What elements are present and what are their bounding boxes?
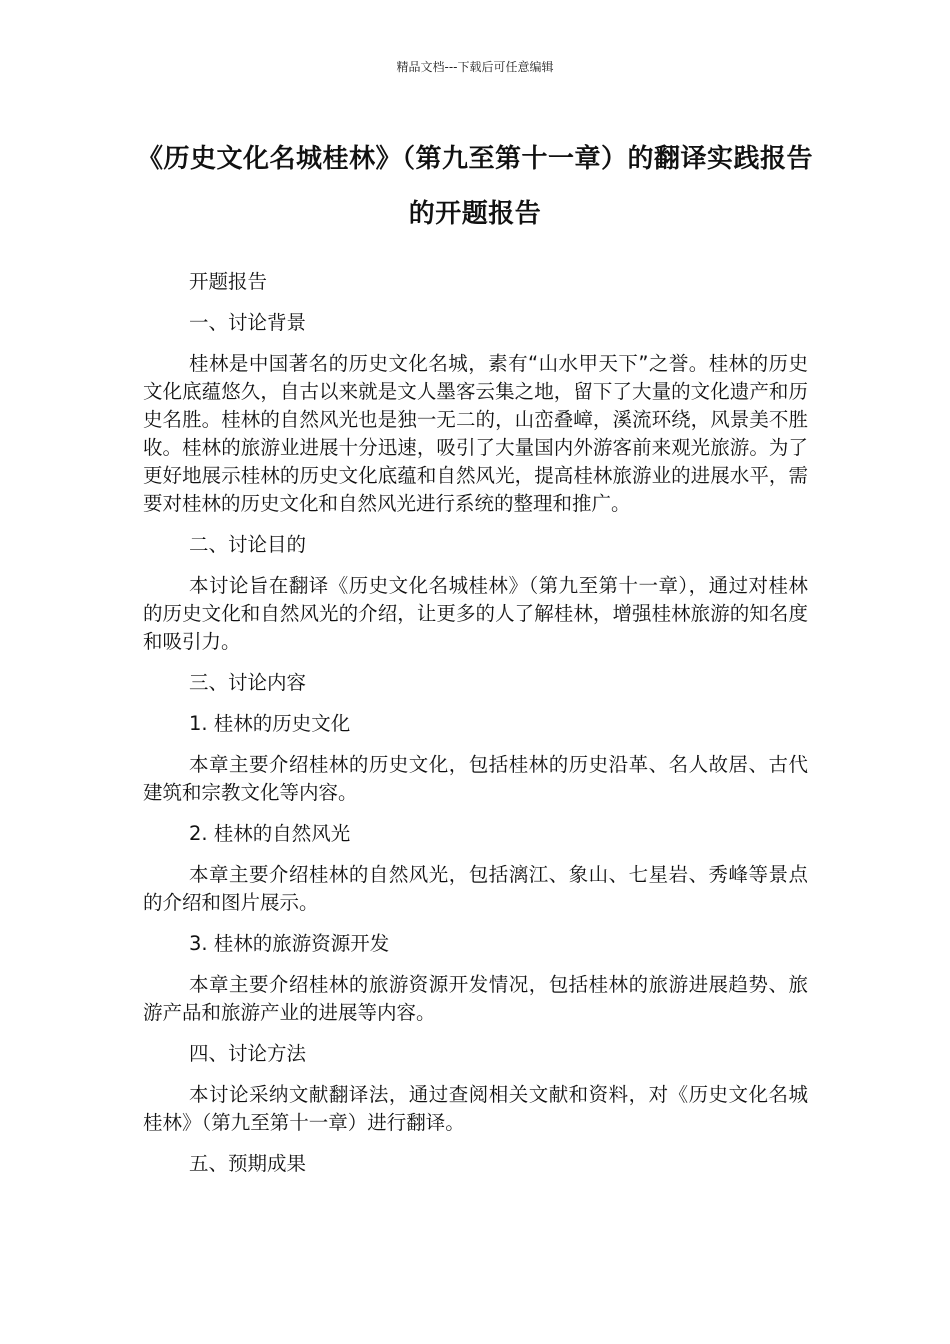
section-paragraph-background: 桂林是中国著名的历史文化名城，素有“山水甲天下”之誉。桂林的历史文化底蕴悠久，自古以来就是文人墨客云集之地，留下了大量的文化遗产和历史名胜。桂林的自然风光也是独一无二的，山峦叠嶂，溪流环绕，风景美不胜收。桂林的旅游业进展十分迅速，吸引了大量国内外游客前来观光旅游。为了更好地展示桂林的历史文化底蕴和自然风光，提高桂林旅游业的进展水平，需要对桂林的历史文化和自然风光进行系统的整理和推广。 [143,352,808,515]
document-body [143,268,808,1191]
subsection-paragraph-scenery: 本章主要介绍桂林的自然风光，包括漓江、象山、七星岩、秀峰等景点的介绍和图片展示。 [143,863,808,914]
section-heading-method: 四、讨论方法 [189,1042,307,1065]
subsection-heading-tourism: 3. 桂林的旅游资源开发 [189,932,390,955]
section-heading-background: 一、讨论背景 [189,311,307,334]
page-header-note: 精品文档---下载后可任意编辑 [396,60,554,74]
report-label: 开题报告 [189,270,268,293]
section-heading-purpose: 二、讨论目的 [189,533,307,556]
section-heading-outcome: 五、预期成果 [189,1152,307,1175]
document-title: 《历史文化名城桂林》（第九至第十一章）的翻译实践报告的开题报告 [136,144,813,229]
section-paragraph-method: 本讨论采纳文献翻译法，通过查阅相关文献和资料，对《历史文化名城桂林》（第九至第十一章）进行翻译。 [143,1083,808,1134]
section-heading-content: 三、讨论内容 [189,671,307,694]
subsection-heading-history: 1. 桂林的历史文化 [189,712,351,735]
subsection-heading-scenery: 2. 桂林的自然风光 [189,822,351,845]
section-paragraph-purpose: 本讨论旨在翻译《历史文化名城桂林》（第九至第十一章），通过对桂林的历史文化和自然风光的介绍，让更多的人了解桂林，增强桂林旅游的知名度和吸引力。 [143,574,808,653]
subsection-paragraph-history: 本章主要介绍桂林的历史文化，包括桂林的历史沿革、名人故居、古代建筑和宗教文化等内容。 [143,753,808,804]
subsection-paragraph-tourism: 本章主要介绍桂林的旅游资源开发情况，包括桂林的旅游进展趋势、旅游产品和旅游产业的进展等内容。 [143,973,808,1024]
